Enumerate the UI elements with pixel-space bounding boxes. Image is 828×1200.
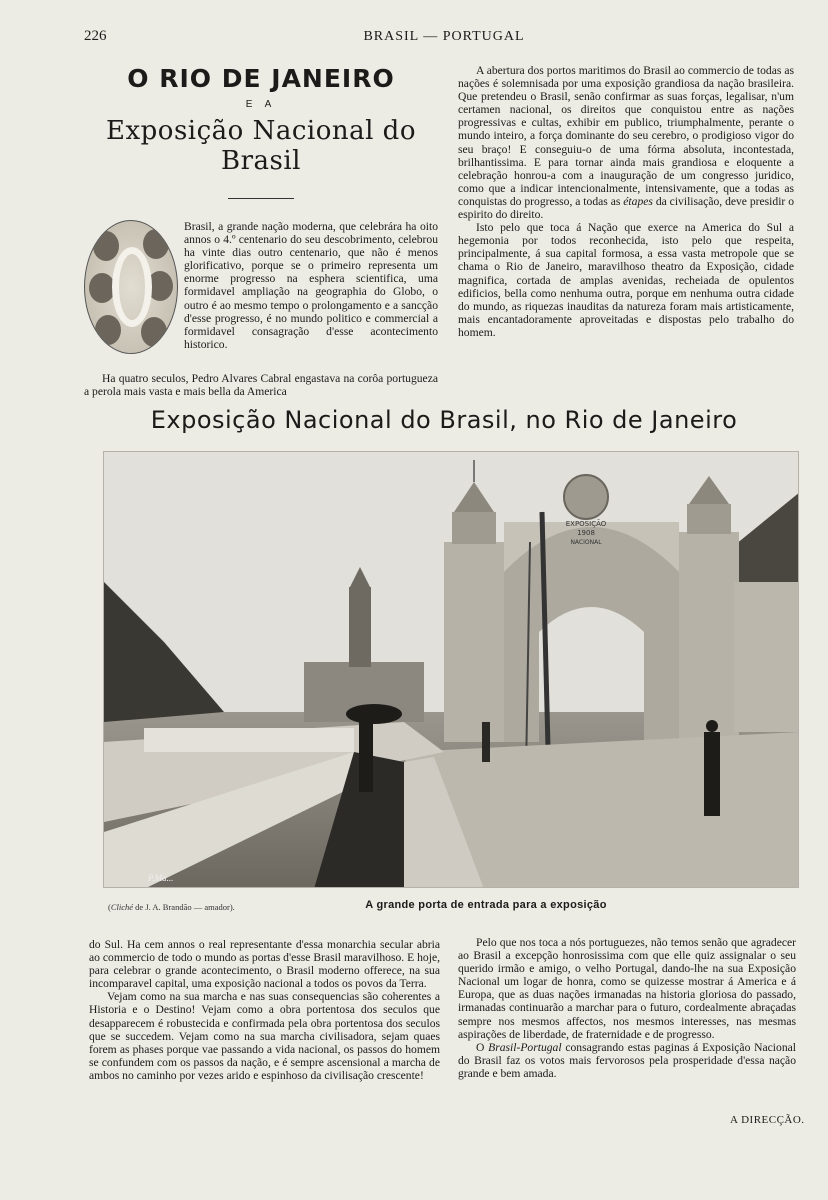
continuation-right-column xyxy=(458,936,796,1080)
right-paragraph-2: Isto pelo que toca á Nação que exerce na America do Sul a hegemonia por todos reconhecida, isto pelo que respeita, principalmente, á sua capital formosa, a essa vasta metropole que se chama o Rio de Janeiro, maravilhoso theatro da Exposição, cidade magnifica, cortada de amplas avenidas, recheiada de opulentos edificios, bella como nenhuma outra, porque em nenhuma outra cidade do mundo, as riquezas inauditas da natureza foram mais artisticamente, mais encantadoramente aproveitadas e dispostas pelo trabalho do homem. xyxy=(458,221,794,339)
photo-illustration xyxy=(104,452,799,888)
article-left-column xyxy=(84,62,438,400)
running-head xyxy=(84,28,804,48)
arch-inscription-2: 1908 xyxy=(577,529,595,537)
drop-cap-portrait-medallion xyxy=(84,220,178,354)
article-title: O RIO DE JANEIRO xyxy=(127,64,395,93)
title-divider xyxy=(228,198,294,199)
editorial-signoff: A DIRECÇÃO. xyxy=(730,1114,805,1126)
photo-caption: A grande porta de entrada para a exposição xyxy=(365,899,607,911)
intro-block xyxy=(84,220,438,400)
arch-inscription-3: NACIONAL xyxy=(570,539,602,546)
continuation-left-column xyxy=(89,938,440,1082)
cabral-paragraph: Ha quatro seculos, Pedro Alvares Cabral engastava na corôa portugueza a perola mais vasta e mais bella da America xyxy=(84,372,438,399)
article-right-column xyxy=(458,64,794,339)
photo-section-title: Exposição Nacional do Brasil, no Rio de Janeiro xyxy=(150,406,738,434)
portugal-paragraph: Pelo que nos toca a nós portuguezes, não temos senão que agradecer ao Brasil a excepção honrosissima com que elle quiz assignalar o seu querido irmão e amigo, o velho Portugal, dando-lhe na sua Exposição Nacional um logar de honra, como se quizesse mostrar á America e á Europa, que as duas nações irmanadas na historia gloriosa do passado, irmanadas continuarão a marchar para o futuro, cordealmente abraçadas sempre nos mesmos affectos, nos mesmos interesses, nas mesmas aspirações de liberdade, de fraternidade e de progresso. xyxy=(458,936,796,1041)
continuation-paragraph-1: do Sul. Ha cem annos o real representante d'essa monarchia secular abria ao commercio de todo o mundo as portas d'esse Brasil maravilhoso. E hoje, para celebrar o grande acontecimento, o Brasil moderno offerece, na sua incomparavel capital, uma exposição nacional a todos os povos da Terra. xyxy=(89,938,440,991)
intro-paragraph: Brasil, a grande nação moderna, que celebrára ha oito annos o 4.º centenario do seu descobrimento, celebrou ha vinte dias outro centenario, que não é menos glorificativo, porque se o primeiro representa um enorme progresso na esphera scientifica, uma formidavel ampliação na geographia do Globo, o outro é ao mesmo tempo o prolongamento e a sancção d'esse progresso, é no mundo politico e commercial a formidavel consagração d'esse acontecimento historico. xyxy=(184,220,438,351)
page-number: 226 xyxy=(84,28,107,44)
arch-inscription-1: EXPOSIÇÃO xyxy=(565,520,607,528)
drop-cap-letter-o xyxy=(112,247,152,327)
photographer-signature: P.Ma... xyxy=(148,873,174,883)
exposition-gate-photo xyxy=(103,451,799,888)
closing-paragraph: O Brasil-Portugal consagrando estas paginas á Exposição Nacional do Brasil faz os votos mais fervorosos pela prosperidade d'essa nação grande e bem amada. xyxy=(458,1040,796,1080)
title-connector: E A xyxy=(245,99,277,110)
continuation-paragraph-2: Vejam como na sua marcha e nas suas consequencias são coherentes a Historia e o Destino! Vejam como a obra portentosa dos seculos que desapparecem é robustecida e confirmada pela obra portentosa dos seculos que se succedem. Vejam como na sua marcha civilisadora, sejam quaes forem as phases porque vae passando a vida nacional, os passos do homem se confundem com os passos da nação, e é sempre ascensional a marcha de ambos no caminho por vezes arido e espinhoso da civilisação crescente! xyxy=(89,990,440,1082)
photo-credit: (Cliché de J. A. Brandão — amador). xyxy=(108,902,235,912)
article-subtitle: Exposição Nacional do Brasil xyxy=(106,116,416,176)
journal-title: BRASIL — PORTUGAL xyxy=(363,29,525,44)
right-paragraph-1: A abertura dos portos maritimos do Brasil ao commercio de todas as nações é solemnisada por uma exposição grandiosa da nação brasileira. Que pretendeu o Brasil, senão confirmar as suas forças, legalisar, n'um certamen nacional, os direitos que conquistou entre as nações progressivas e cultas, exhibir em publico, triumphalmente, perante o mundo inteiro, a força dominante do seu cerebro, o prodigioso vigor do seu braço! E conseguiu-o de uma fórma absoluta, incontestada, brilhantissima. E para tornar ainda mais grandiosa e eloquente a celebração honrou-a com a inauguração de um congresso juridico, como que a indicar intencionalmente, intensivamente, que a todas as conquistas do progresso, a todas as étapes da civilisação, deve presidir o espirito do direito. xyxy=(458,64,794,222)
